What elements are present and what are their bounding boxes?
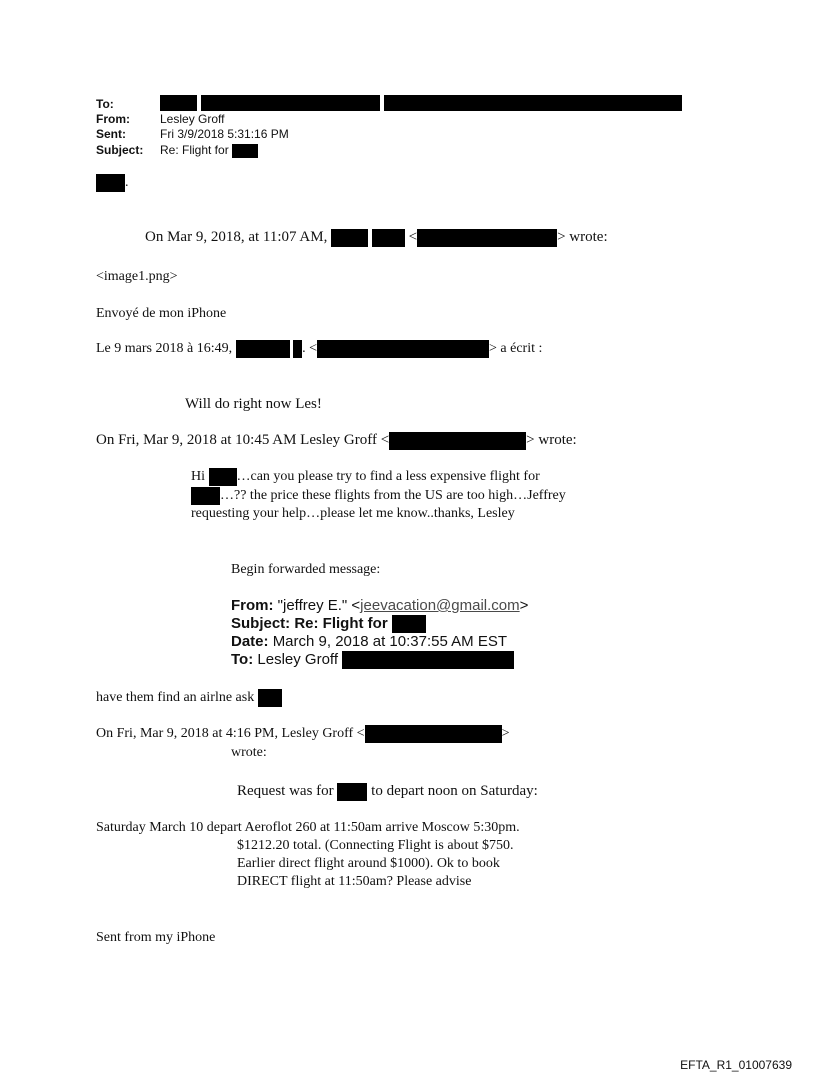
redaction: [201, 95, 380, 111]
quote-intro-3: On Fri, Mar 9, 2018 at 10:45 AM Lesley Groff < > wrote:: [96, 432, 577, 448]
redaction: [417, 229, 557, 247]
header-sent-row: [96, 127, 126, 141]
redaction: [191, 487, 220, 505]
quote-intro-4: On Fri, Mar 9, 2018 at 4:16 PM, Lesley Groff < >: [96, 726, 510, 742]
flight-line-4: DIRECT flight at 11:50am? Please advise: [237, 874, 472, 889]
header-from-row: [96, 112, 130, 126]
redaction: [342, 651, 514, 669]
first-line: .: [96, 174, 129, 192]
sent-value: Fri 3/9/2018 5:31:16 PM: [160, 127, 289, 141]
request-line-3: requesting your help…please let me know..thanks, Lesley: [191, 506, 515, 521]
redaction: [392, 615, 426, 633]
redaction: [160, 95, 197, 111]
redaction: [96, 174, 125, 192]
header-subject-row: [96, 143, 143, 157]
request-was-line: Request was for to depart noon on Saturday:: [237, 783, 538, 799]
redaction: [331, 229, 368, 247]
header-to-row: [96, 97, 114, 111]
redaction: [384, 95, 682, 111]
fwd-date-row: Date: March 9, 2018 at 10:37:55 AM EST: [231, 633, 507, 650]
redaction: [317, 340, 489, 358]
quote-intro-2: Le 9 mars 2018 à 16:49, . < > a écrit :: [96, 341, 543, 357]
redaction: [365, 725, 502, 743]
sent-from-fr: Envoyé de mon iPhone: [96, 306, 227, 321]
quote-wrote-4: wrote:: [231, 745, 267, 760]
from-label: From:: [96, 112, 130, 126]
redaction: [389, 432, 526, 450]
redaction: [293, 340, 302, 358]
flight-line-1: Saturday March 10 depart Aeroflot 260 at 11:50am arrive Moscow 5:30pm.: [96, 820, 520, 835]
fwd-to-row: To: Lesley Groff: [231, 651, 514, 669]
redaction: [209, 468, 237, 486]
request-line-2: …?? the price these flights from the US are too high…Jeffrey: [191, 487, 566, 505]
attachment-placeholder: <image1.png>: [96, 269, 178, 284]
fwd-from-row: From: "jeffrey E." <jeevacation@gmail.com>: [231, 597, 529, 614]
redaction: [337, 783, 367, 801]
sent-label: Sent:: [96, 127, 126, 141]
sent-from-en: Sent from my iPhone: [96, 930, 216, 945]
will-do-line: Will do right now Les!: [185, 396, 322, 412]
redaction: [232, 144, 258, 158]
quote-intro-1: On Mar 9, 2018, at 11:07 AM, < > wrote:: [145, 229, 608, 245]
subject-value: [160, 143, 258, 158]
airline-line: have them find an airlne ask: [96, 689, 282, 707]
redaction: [258, 689, 282, 707]
email-link[interactable]: jeevacation@gmail.com: [360, 597, 520, 614]
flight-line-2: $1212.20 total. (Connecting Flight is about $750.: [237, 838, 514, 853]
to-label: To:: [96, 97, 114, 111]
request-line-1: Hi …can you please try to find a less expensive flight for: [191, 469, 540, 485]
redaction: [372, 229, 405, 247]
subject-text: Re: Flight for: [160, 143, 229, 157]
redaction: [236, 340, 290, 358]
document-id: EFTA_R1_01007639: [680, 1058, 792, 1072]
fwd-subject-row: Subject: Re: Flight for: [231, 615, 426, 633]
from-value: Lesley Groff: [160, 112, 225, 126]
subject-label: Subject:: [96, 143, 144, 157]
begin-forwarded: Begin forwarded message:: [231, 562, 381, 577]
flight-line-3: Earlier direct flight around $1000). Ok to book: [237, 856, 500, 871]
